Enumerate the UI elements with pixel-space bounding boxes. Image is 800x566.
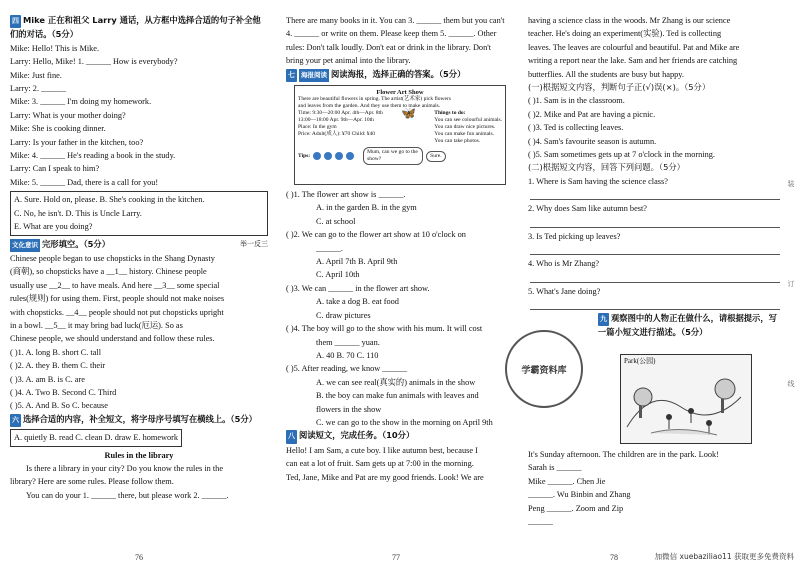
writing-line-3: Mike ______. Chen Jie <box>528 476 606 486</box>
section-5-note: 举一反三 <box>240 239 268 248</box>
park-picture <box>620 354 752 444</box>
poster-title: Flower Art Show <box>376 89 424 97</box>
writing-task <box>528 448 782 528</box>
side-mark-1: 装 <box>787 180 795 187</box>
choice-row-4: ( )4. A. Two B. Second C. Third <box>10 387 117 397</box>
rules-cont-line-4: bring your pet animal into the library. <box>286 56 411 66</box>
writing-line-4: ______. Wu Binbin and Zhang <box>528 490 631 500</box>
dialog <box>10 42 268 189</box>
dialog-line-3: Mike: Just fine. <box>10 70 62 80</box>
park-label: Park(公园) <box>624 357 656 365</box>
qa-question-1: 1. Where is Sam having the science class? <box>528 176 668 186</box>
section-7-title: 七 海报阅读 阅读海报，选择正确的答案。（5分） <box>286 68 514 82</box>
answer-line-3[interactable] <box>530 243 780 255</box>
question-line-14: ( )5. After reading, we know ______ <box>286 364 408 374</box>
dialog-line-10: Larry: Can I speak to him? <box>10 164 100 174</box>
part-2-title: (二)根据短文内容，回答下列问题。（5分） <box>528 162 685 173</box>
choice-row-1: ( )1. A. long B. short C. tall <box>10 347 102 357</box>
question-answer-items <box>528 175 782 310</box>
story-line-2: can eat a lot of fruit. Sam gets up at 7:00 in the morning. <box>286 459 474 469</box>
rules-cont-line-1: There are many books in it. You can 3. ______ them but you can't <box>286 16 505 25</box>
question-line-3: C. at school <box>316 216 356 226</box>
question-line-16: B. the boy can make fun animals with leaves and <box>316 391 479 401</box>
dialog-line-2: Larry: Hello, Mike! 1. ______ How is everybody? <box>10 57 178 67</box>
side-mark-3: 线 <box>787 380 795 387</box>
section-8-title: 八 阅读短文，完成任务。（10分） <box>286 429 514 443</box>
butterfly-icon: 🦋 <box>401 106 416 121</box>
page-76 <box>10 14 268 544</box>
side-mark-2: 订 <box>787 280 795 287</box>
section-8-number: 八 <box>286 430 297 443</box>
writing-line-2: Sarah is ______ <box>528 463 582 473</box>
page-number-78: 78 <box>610 553 618 562</box>
section-9-title: 九 观察图中的人物正在做什么，请根据提示，写一篇小短文进行描述。（5分） <box>598 312 777 338</box>
qa-question-3: 3. Is Ted picking up leaves? <box>528 231 621 241</box>
section-9-number: 九 <box>598 313 609 326</box>
no-food-icon <box>324 152 332 160</box>
poster-questions <box>286 188 514 429</box>
answer-line-5[interactable] <box>530 298 780 310</box>
question-line-18: C. we can go to the show in the morning on April 9th <box>316 417 493 427</box>
question-line-13: A. 40 B. 70 C. 110 <box>316 350 379 360</box>
reading-story-continued <box>528 14 782 81</box>
passage-line-2: (商朝), so chopsticks have a __1__ history. Chinese people <box>10 267 207 277</box>
choice-row-5: ( )5. A. And B. So C. because <box>10 401 108 411</box>
rules-line-3: You can do your 1. ______ there, but please work 2. ______. <box>26 490 229 500</box>
part-1-title: (一)根据短文内容，判断句子正(√)误(×)。（5分） <box>528 82 711 93</box>
choice-row-2: ( )2. A. they B. them C. their <box>10 361 106 371</box>
passage-line-3: usually use __2__ to have meals. And here __3__ some special <box>10 280 220 290</box>
no-photo-icon <box>346 152 354 160</box>
qa-question-5: 5. What's Jane doing? <box>528 286 601 296</box>
tf-item-2: ( )2. Mike and Pat are having a picnic. <box>528 109 656 119</box>
dialog-line-7: Mike: She is cooking dinner. <box>10 124 106 134</box>
flower-art-show-poster: Flower Art Show There are beautiful flowers in spring. The artist(艺术家) pick flowers and leaves from the garden. And they use them to make animals. Time: 9:30—20:00 Apr. 4th—Apr. 8th 13:00—18:00 Apr. 9th—Apr. 10th Place: In the gym Price: Adult(成人): ¥70 Child: ¥40 🦋 Things to do: You can see colourful animals. You can draw nice pictures. You can make fun animals. You can take photos. Tips: Mum, can we go to the show? Sure. <box>294 85 506 185</box>
story-cont-line-3: leaves. The leaves are colourful and beautiful. Pat and Mike are <box>528 42 740 52</box>
cloze-passage <box>10 252 268 346</box>
dialog-line-1: Mike: Hello! This is Mike. <box>10 43 100 53</box>
qa-question-4: 4. Who is Mr Zhang? <box>528 259 600 269</box>
passage-line-4: rules(规则) for using them. First, people should not make noises <box>10 294 225 304</box>
question-line-1: ( )1. The flower art show is ______. <box>286 190 406 200</box>
section-7-number: 七 <box>286 69 297 82</box>
writing-line-1: It's Sunday afternoon. The children are in the park. Look! <box>528 450 719 459</box>
question-line-15: A. we can see real(真实的) animals in the show <box>316 377 476 387</box>
rules-continued <box>286 14 514 68</box>
question-line-11: ( )4. The boy will go to the show with his mum. It will cost <box>286 324 483 334</box>
reading-story-start <box>286 444 514 484</box>
options-box: A. Sure. Hold on, please. B. She's cooking in the kitchen. C. No, he isn't. D. This is Uncle Larry. E. What are you doing? <box>10 191 268 235</box>
question-line-5: ______. <box>316 243 343 253</box>
question-line-2: A. in the garden B. in the gym <box>316 203 417 213</box>
qa-question-2: 2. Why does Sam like autumn best? <box>528 204 647 214</box>
question-line-4: ( )2. We can go to the flower art show at 10 o'clock on <box>286 230 466 240</box>
answer-line-4[interactable] <box>530 271 780 283</box>
dialog-line-11: Mike: 5. ______ Dad, there is a call for you! <box>10 177 159 187</box>
page-number-77: 77 <box>392 553 400 562</box>
story-cont-line-2: teacher. He's doing an experiment(实验). Ted is collecting <box>528 29 722 39</box>
section-6-options: A. quietly B. read C. clean D. draw E. homework <box>10 429 182 446</box>
section-5-title: 文化意识 完形填空。（5分） 举一反三 <box>10 238 268 252</box>
story-cont-line-5: butterflies. All the students are busy but happy. <box>528 69 684 79</box>
section-5-tag: 文化意识 <box>10 239 40 252</box>
answer-line-2[interactable] <box>530 216 780 228</box>
writing-line-6: ______ <box>528 517 553 527</box>
story-cont-line-1: having a science class in the woods. Mr Zhang is our science <box>528 16 731 25</box>
passage-line-1: Chinese people began to use chopsticks in the Shang Dynasty <box>10 253 215 263</box>
section-4-number: 四 <box>10 15 21 28</box>
reply-bubble: Sure. <box>426 151 445 162</box>
speech-bubble: Mum, can we go to the show? <box>363 147 423 165</box>
question-line-17: flowers in the show <box>316 404 382 414</box>
story-cont-line-4: writing a report near the lake. Sam and her friends are catching <box>528 56 738 66</box>
question-line-9: A. take a dog B. eat food <box>316 297 399 307</box>
page-78 <box>528 14 782 544</box>
footer-note: 加微信 xuebaziliao11 获取更多免费资料 <box>654 552 794 561</box>
page-number-76: 76 <box>135 553 143 562</box>
question-line-12: them ______ yuan. <box>316 337 380 347</box>
section-6-number: 六 <box>10 414 21 427</box>
rules-cont-line-3: rules: Don't talk loudly. Don't eat or drink in the library. Don't <box>286 42 492 52</box>
tf-item-1: ( )1. Sam is in the classroom. <box>528 96 625 106</box>
rules-title: Rules in the library <box>104 450 174 460</box>
dialog-line-5: Mike: 3. ______ I'm doing my homework. <box>10 97 152 107</box>
park-scene-illustration <box>621 367 749 441</box>
no-pet-icon <box>313 152 321 160</box>
tf-item-5: ( )5. Sam sometimes gets up at 7 o'clock in the morning. <box>528 150 715 160</box>
passage-line-5: with chopsticks. __4__ people should not put chopsticks upright <box>10 307 224 317</box>
section-4-title: 四 Mike 正在和祖父 Larry 通话，从方框中选择合适的句子补全他们的对话。（5分） <box>10 15 261 40</box>
story-line-3: Ted, Jane, Mike and Pat are my good friends. Look! We are <box>286 472 484 482</box>
passage-line-7: Chinese people, we should understand and follow these rules. <box>10 334 215 344</box>
dialog-line-8: Larry: Is your father in the kitchen, too? <box>10 137 144 147</box>
choice-row-3: ( )3. A. am B. is C. are <box>10 374 85 384</box>
section-7-tag: 海报阅读 <box>299 69 329 82</box>
story-line-1: Hello! I am Sam, a cute boy. I like autumn best, because I <box>286 445 478 455</box>
passage-line-6: in a bowl. __5__ it may bring bad luck(厄运). So as <box>10 320 183 330</box>
page-77 <box>286 14 514 544</box>
answer-line-1[interactable] <box>530 188 780 200</box>
dialog-line-6: Larry: What is your mother doing? <box>10 110 126 120</box>
library-stamp: 学霸资料库 <box>505 330 583 408</box>
question-line-10: C. draw pictures <box>316 310 371 320</box>
question-line-6: A. April 7th B. April 9th <box>316 257 398 267</box>
rules-line-1: Is there a library in your city? Do you know the rules in the <box>26 464 223 473</box>
writing-line-5: Peng ______. Zoom and Zip <box>528 503 624 513</box>
section-6-title: 六 选择合适的内容，补全短文，将字母序号填写在横线上。（5分） <box>10 413 268 427</box>
cloze-choices <box>10 346 268 413</box>
dialog-line-4: Larry: 2. ______ <box>10 84 66 94</box>
rules-line-2: library? Here are some rules. Please follow them. <box>10 477 174 487</box>
question-line-8: ( )3. We can ______ in the flower art show. <box>286 283 430 293</box>
rules-cont-line-2: 4. ______ or write on them. Please keep them 5. ______. Other <box>286 29 497 39</box>
no-drink-icon <box>335 152 343 160</box>
question-line-7: C. April 10th <box>316 270 360 280</box>
true-false-items <box>528 94 782 161</box>
dialog-line-9: Mike: 4. ______ He's reading a book in the study. <box>10 151 176 161</box>
tf-item-4: ( )4. Sam's favourite season is autumn. <box>528 136 657 146</box>
tf-item-3: ( )3. Ted is collecting leaves. <box>528 123 624 133</box>
